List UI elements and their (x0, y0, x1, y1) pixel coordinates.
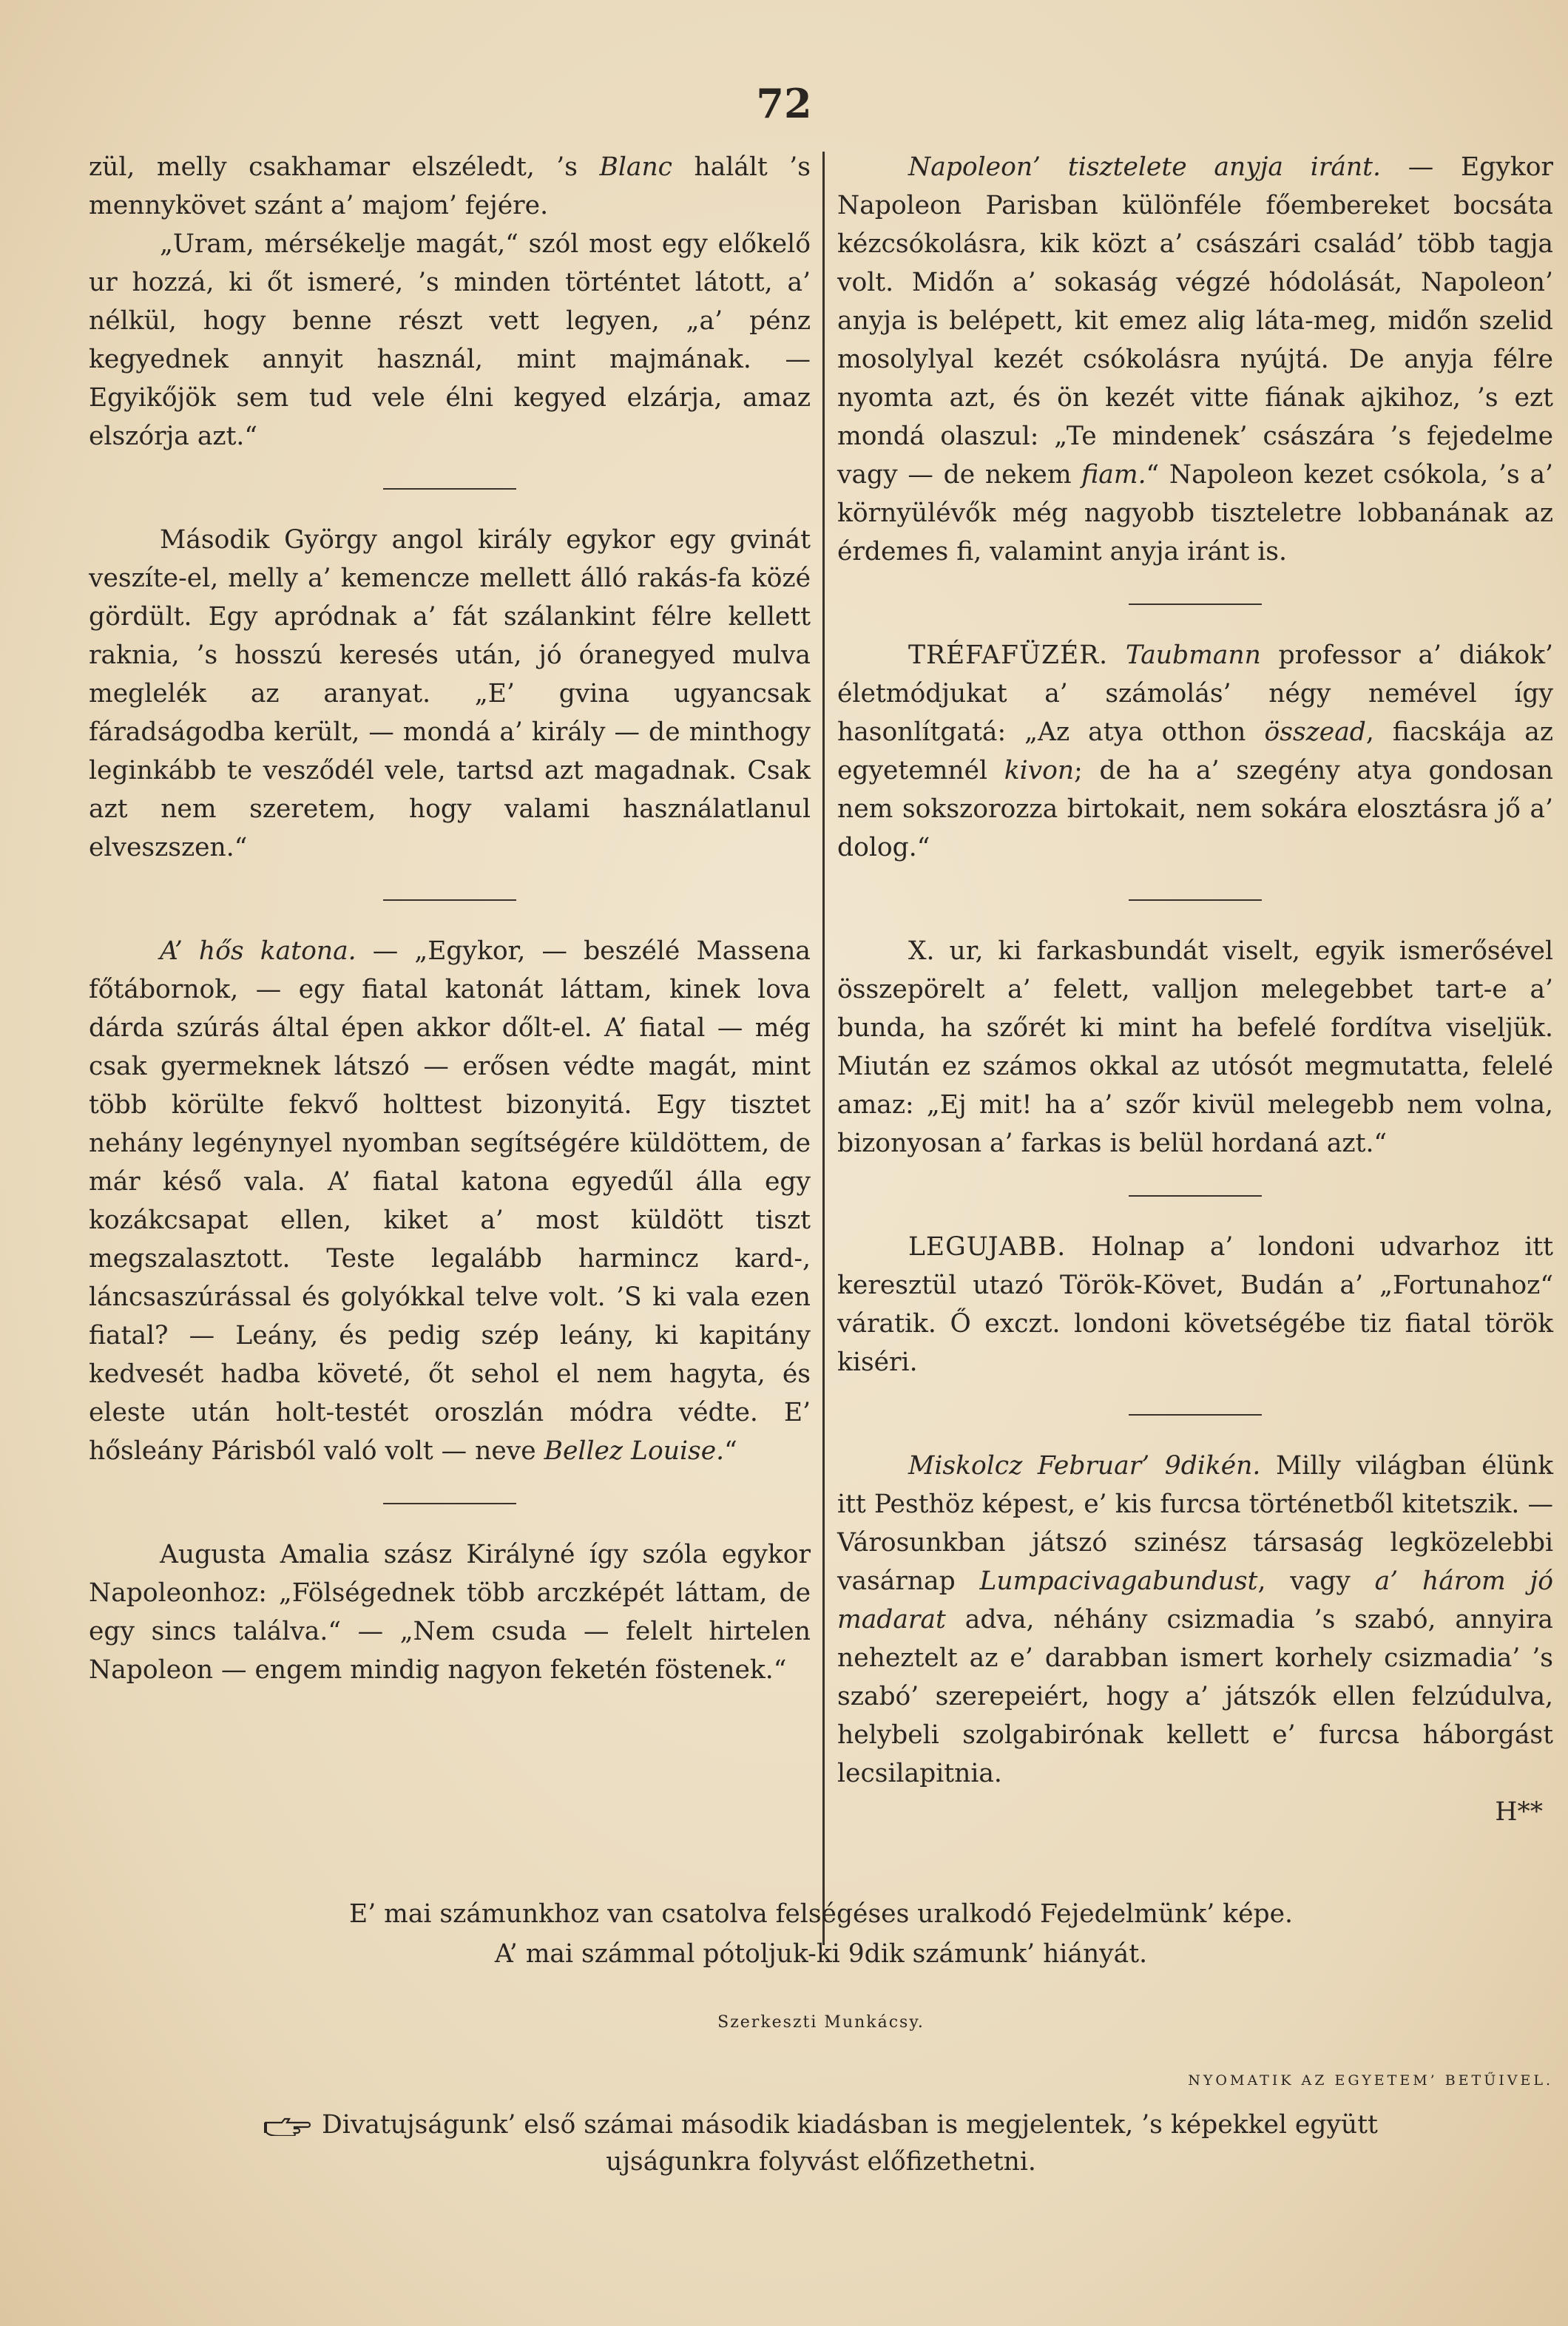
right-paragraph-5: Miskolcz Februar’ 9dikén. Milly világban élünk itt Pesthöz képest, e’ kis furcsa történetből kitetszik. — Városunkban játszó szinész társaság legközelebbi vasárnap Lumpacivagabundust, vagy a’ három jó madarat adva, néhány csizmadia ’s szabó, annyira neheztelt az e’ darabban ismert korhely csizmadia’ ’s szabó’ szerepeiért, hogy a’ játszók ellen felzúdulva, helybeli szolgabirónak kellett e’ furcsa háborgást lecsilapitnia. (837, 1451, 1554, 1788)
subscription-notice: Divatujságunk’ első számai második kiadásban is megjelentek, ’s képekkel együtt ujságunkra folyvást előfizethetni. (89, 2106, 1553, 2180)
right-paragraph-4: LEGUJABB. Holnap a’ londoni udvarhoz itt keresztül utazó Török-Követ, Budán a’ „Fortunahoz“ váratik. Ő exczt. londoni követségébe tiz fiatal török kiséri. (837, 1232, 1553, 1377)
separator-rule (1129, 604, 1262, 605)
left-paragraph-5: Augusta Amalia szász Királyné így szóla egykor Napoleonhoz: „Fölségednek több arczképét láttam, de egy sincs találva.“ — „Nem csuda — felelt hirtelen Napoleon — engem mindig nagyon feketén föstenek.“ (89, 1540, 811, 1685)
column-divider (822, 152, 825, 1945)
article-title: Miskolcz Februar’ 9dikén. (908, 1451, 1261, 1481)
separator-rule (1129, 1195, 1262, 1197)
right-column (837, 148, 1553, 1831)
separator-rule (383, 1503, 516, 1504)
section-head: LEGUJABB. (908, 1232, 1067, 1262)
separator-rule (1129, 899, 1262, 901)
left-paragraph-2: „Uram, mérsékelje magát,“ szól most egy előkelő ur hozzá, ki őt ismeré, ’s minden történtet látott, a’ nélkül, hogy benne részt vett legyen, „a’ pénz kegyednek annyit használ, mint majmának. — Egyikőjök sem tud vele élni kegyed elzárja, amaz elszórja azt.“ (89, 229, 811, 451)
separator-rule (383, 899, 516, 901)
right-paragraph-3: X. ur, ki farkasbundát viselt, egyik ismerősével összepörelt a’ felett, valljon melegebbet tart-e a’ bunda, ha szőrét ki mint ha befelé fordítva viseljük. Miután ez számos okkal az utósót megmutatta, felelé amaz: „Ej mit! ha a’ szőr kivül melegebb nem volna, bizonyosan a’ farkas is belül hordaná azt.“ (837, 936, 1553, 1158)
editor-credit: Szerkeszti Munkácsy. (717, 2013, 925, 2032)
right-paragraph-1: Napoleon’ tisztelete anyja iránt. — Egykor Napoleon Parisban különféle főembereket bocsáta kézcsókolásra, kik közt a’ császári család’ több tagja volt. Midőn a’ sokaság végzé hódolását, Napoleon’ anyja is belépett, kit emez alig láta-meg, midőn szelid mosolylyal kezét csókolásra nyújtá. De anyja félre nyomta azt, és ön kezét vitte fiának ajkihoz, ’s ezt mondá olaszul: „Te mindenek’ császára ’s fejedelme vagy — de nekem fiam.“ Napoleon kezet csókola, ’s a’ környülévők még nagyobb tiszteletre lobbanának az érdemes fi, valamint anyja iránt is. (837, 152, 1553, 567)
left-column (89, 148, 811, 1689)
left-paragraph-4: A’ hős katona. — „Egykor, — beszélé Massena főtábornok, — egy fiatal katonát láttam, kinek lova dárda szúrás által épen akkor dőlt-el. A’ fiatal — még csak gyermeknek látszó — erősen védte magát, mint több körülte fekvő holttest bizonyitá. Egy tisztet nehány legénynyel nyomban segítségére küldöttem, de már késő vala. A’ fiatal katona egyedűl álla egy kozákcsapat ellen, kiket a’ most küldött tiszt megszalasztott. Teste legalább harmincz kard-, láncsaszúrással és golyókkal telve volt. ’S ki vala ezen fiatal? — Leány, és pedig szép leány, ki kapitány kedvesét hadba követé, őt sehol el nem hagyta, és eleste után holt-testét oroszlán módra védte. E’ hősleány Párisból való volt — neve Bellez Louise.“ (89, 936, 811, 1466)
page-number: 72 (756, 80, 812, 127)
footer-line-1: E’ mai számunkhoz van csatolva felségéses uralkodó Fejedelmünk’ képe. (349, 1899, 1293, 1929)
signature: H** (1495, 1797, 1543, 1827)
section-head: TRÉFAFÜZÉR. (908, 640, 1109, 670)
footer-line-2: A’ mai számmal pótoljuk-ki 9dik számunk’ hiányát. (494, 1939, 1148, 1969)
separator-rule (383, 488, 516, 490)
pointing-hand-icon (264, 2117, 311, 2136)
name-blanc: Blanc (599, 152, 672, 182)
left-paragraph-3: Második György angol király egykor egy gvinát veszíte-el, melly a’ kemencze mellett álló rakás-fa közé gördült. Egy apródnak a’ fát szálankint félre kellett raknia, ’s hosszú keresés után, jó óranegyed mulva meglelék az aranyat. „E’ gvina ugyancsak fáradságodba került, — mondá a’ király — de minthogy leginkább te vesződél vele, tartsd azt magadnak. Csak azt nem szeretem, hogy valami használatlanul elveszszen.“ (89, 525, 811, 862)
article-title: A’ hős katona. (160, 936, 356, 966)
left-paragraph-1: zül, melly csakhamar elszéledt, ’s Blanc halált ’s mennykövet szánt a’ majom’ fejére. (89, 152, 811, 220)
separator-rule (1129, 1414, 1262, 1416)
printer-credit: NYOMATIK AZ EGYETEM’ BETŰIVEL. (1188, 2072, 1553, 2089)
right-paragraph-2: TRÉFAFÜZÉR. Taubmann professor a’ diákok’ életmódjukat a’ számolás’ négy nemével így hasonlítgatá: „Az atya otthon összead, fiacskája az egyetemnél kivon; de ha a’ szegény atya gondosan nem sokszorozza birtokait, nem sokára elosztásra jő a’ dolog.“ (837, 640, 1554, 862)
article-title: Napoleon’ tisztelete anyja iránt. (908, 152, 1381, 182)
